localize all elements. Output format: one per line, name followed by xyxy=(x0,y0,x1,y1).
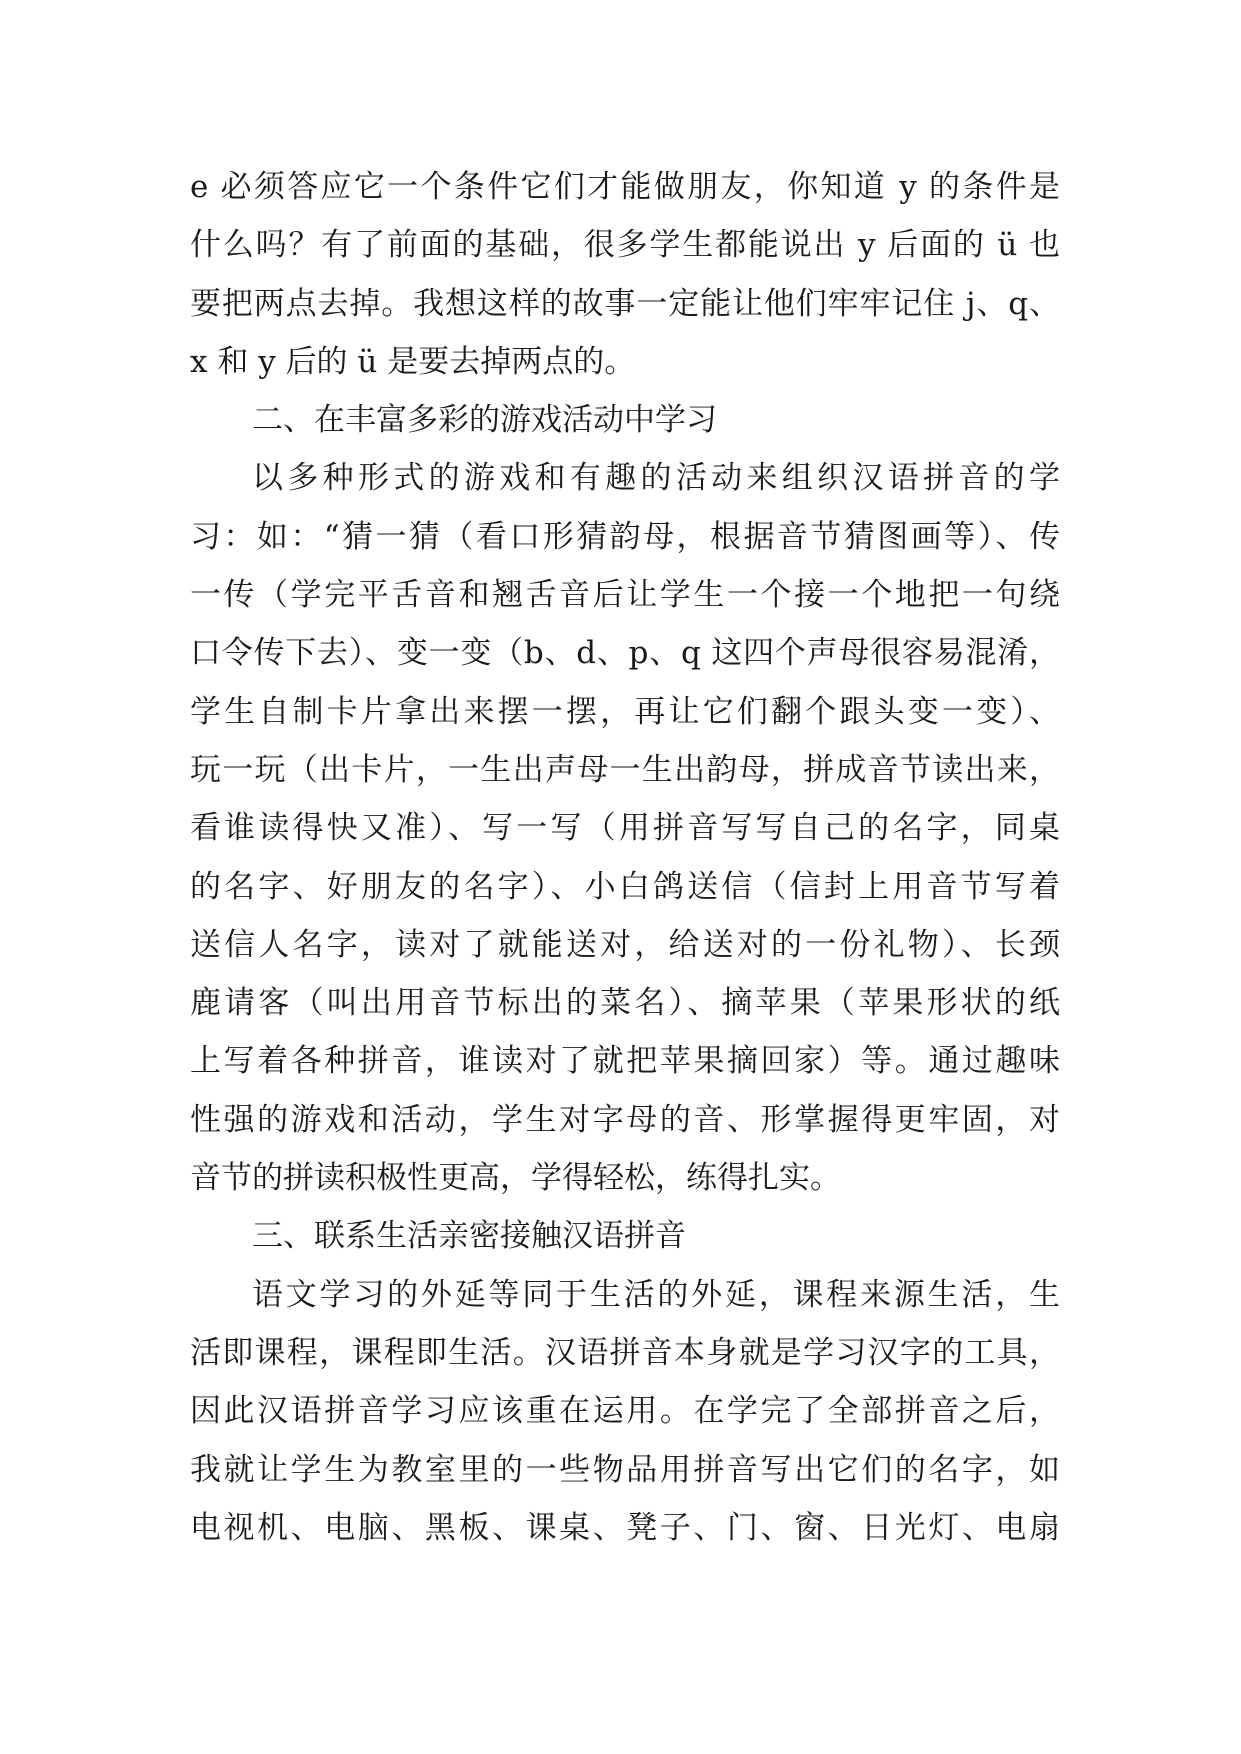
text-line: 看谁读得快又准）、写一写（用拼音写写自己的名字，同桌 xyxy=(190,810,1060,847)
text-line: 一传（学完平舌音和翘舌音后让学生一个接一个地把一句绕 xyxy=(190,577,1060,614)
text-line: 上写着各种拼音，谁读对了就把苹果摘回家）等。通过趣味 xyxy=(190,1043,1060,1080)
paragraph-first-line: 语文学习的外延等同于生活的外延，课程来源生活，生 xyxy=(252,1276,1060,1313)
text-line: 送信人名字，读对了就能送对，给送对的一份礼物）、长颈 xyxy=(190,926,1060,963)
section-heading-2: 二、在丰富多彩的游戏活动中学习 xyxy=(252,402,717,439)
text-line: e 必须答应它一个条件它们才能做朋友，你知道 y 的条件是 xyxy=(190,169,1060,205)
text-line: 性强的游戏和活动，学生对字母的音、形掌握得更牢固，对 xyxy=(190,1101,1060,1138)
paragraph-first-line: 以多种形式的游戏和有趣的活动来组织汉语拼音的学 xyxy=(252,460,1060,497)
body-text xyxy=(190,158,1060,1557)
text-line: 习：如：“猜一猜（看口形猜韵母，根据音节猜图画等）、传 xyxy=(190,518,1060,555)
text-line: 音节的拼读积极性更高，学得轻松，练得扎实。 xyxy=(190,1160,841,1197)
text-line: 什么吗？有了前面的基础，很多学生都能说出 y 后面的 ü 也 xyxy=(190,227,1060,264)
text-line: 学生自制卡片拿出来摆一摆，再让它们翻个跟头变一变）、 xyxy=(190,693,1060,730)
text-line: 因此汉语拼音学习应该重在运用。在学完了全部拼音之后， xyxy=(190,1393,1060,1430)
text-line: 活即课程，课程即生活。汉语拼音本身就是学习汉字的工具， xyxy=(190,1334,1060,1371)
section-heading-3: 三、联系生活亲密接触汉语拼音 xyxy=(252,1218,686,1255)
text-line: 的名字、好朋友的名字）、小白鸽送信（信封上用音节写着 xyxy=(190,868,1060,905)
text-line: 电视机、电脑、黑板、课桌、凳子、门、窗、日光灯、电扇 xyxy=(190,1509,1060,1546)
text-line: 鹿请客（叫出用音节标出的菜名）、摘苹果（苹果形状的纸 xyxy=(190,985,1060,1022)
text-line: 玩一玩（出卡片，一生出声母一生出韵母，拼成音节读出来， xyxy=(190,751,1060,788)
text-line: 口令传下去）、变一变（b、d、p、q 这四个声母很容易混淆， xyxy=(190,635,1060,672)
text-line: 要把两点去掉。我想这样的故事一定能让他们牢牢记住 j、q、 xyxy=(190,285,1060,322)
text-line: x 和 y 后的 ü 是要去掉两点的。 xyxy=(190,343,636,380)
text-line: 我就让学生为教室里的一些物品用拼音写出它们的名字，如 xyxy=(190,1451,1060,1488)
